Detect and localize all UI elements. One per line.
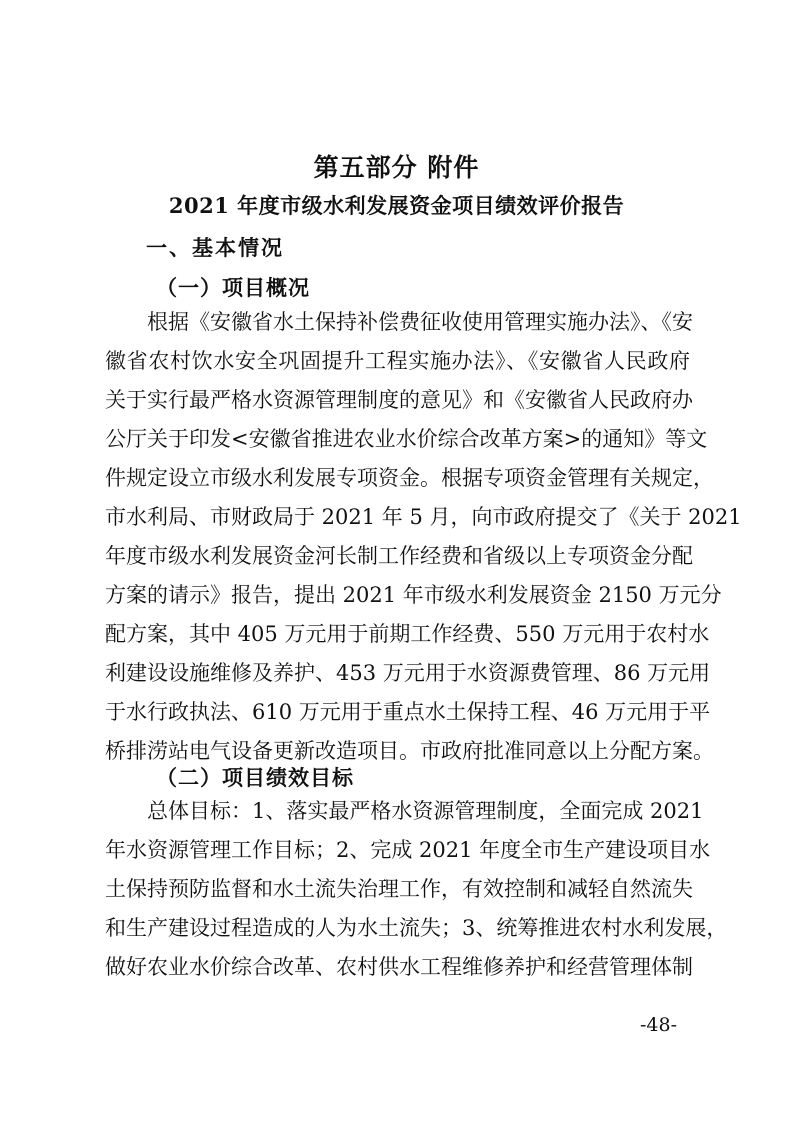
project-overview-paragraph [105,303,742,771]
paragraph-line: 于水行政执法、610 万元用于重点水土保持工程、46 万元用于平 [105,700,711,724]
paragraph-line: 关于实行最严格水资源管理制度的意见》和《安徽省人民政府办 [105,388,693,412]
part-title: 第五部分 附件 [313,153,480,182]
paragraph-line: 和生产建设过程造成的人为水土流失；3、统筹推进农村水利发展， [105,916,728,940]
paragraph-line: 总体目标：1、落实最严格水资源管理制度，全面完成 2021 [147,799,704,823]
section-heading-basic-info: 一、基本情况 [146,235,284,260]
report-title: 2021 年度市级水利发展资金项目绩效评价报告 [168,193,625,218]
paragraph-line: 配方案，其中 405 万元用于前期工作经费、550 万元用于农村水 [105,622,710,646]
paragraph-line: 根据《安徽省水土保持补偿费征收使用管理实施办法》、《安 [147,310,693,334]
paragraph-line: 土保持预防监督和水土流失治理工作，有效控制和减轻自然流失 [105,877,693,901]
paragraph-line: 徽省农村饮水安全巩固提升工程实施办法》、《安徽省人民政府 [105,349,690,373]
paragraph-line: 件规定设立市级水利发展专项资金。根据专项资金管理有关规定， [105,466,714,490]
subsection-heading-performance-goals: （二）项目绩效目标 [156,765,354,790]
subsection-heading-project-overview: （一）项目概况 [156,275,310,300]
paragraph-line: 方案的请示》报告，提出 2021 年市级水利发展资金 2150 万元分 [105,583,722,607]
paragraph-line: 做好农业水价综合改革、农村供水工程维修养护和经营管理体制 [105,955,693,979]
paragraph-line: 年水资源管理工作目标；2、完成 2021 年度全市生产建设项目水 [105,838,711,862]
page-number: -48- [640,1014,678,1036]
paragraph-line: 市水利局、市财政局于 2021 年 5 月，向市政府提交了《关于 2021 [105,505,742,529]
paragraph-line: 公厅关于印发<安徽省推进农业水价综合改革方案>的通知》等文 [105,427,708,451]
paragraph-line: 利建设设施维修及养护、453 万元用于水资源费管理、86 万元用 [105,661,711,685]
paragraph-line: 桥排涝站电气设备更新改造项目。市政府批准同意以上分配方案。 [105,739,714,763]
performance-goals-paragraph [105,792,728,987]
paragraph-line: 年度市级水利发展资金河长制工作经费和省级以上专项资金分配 [105,544,693,568]
